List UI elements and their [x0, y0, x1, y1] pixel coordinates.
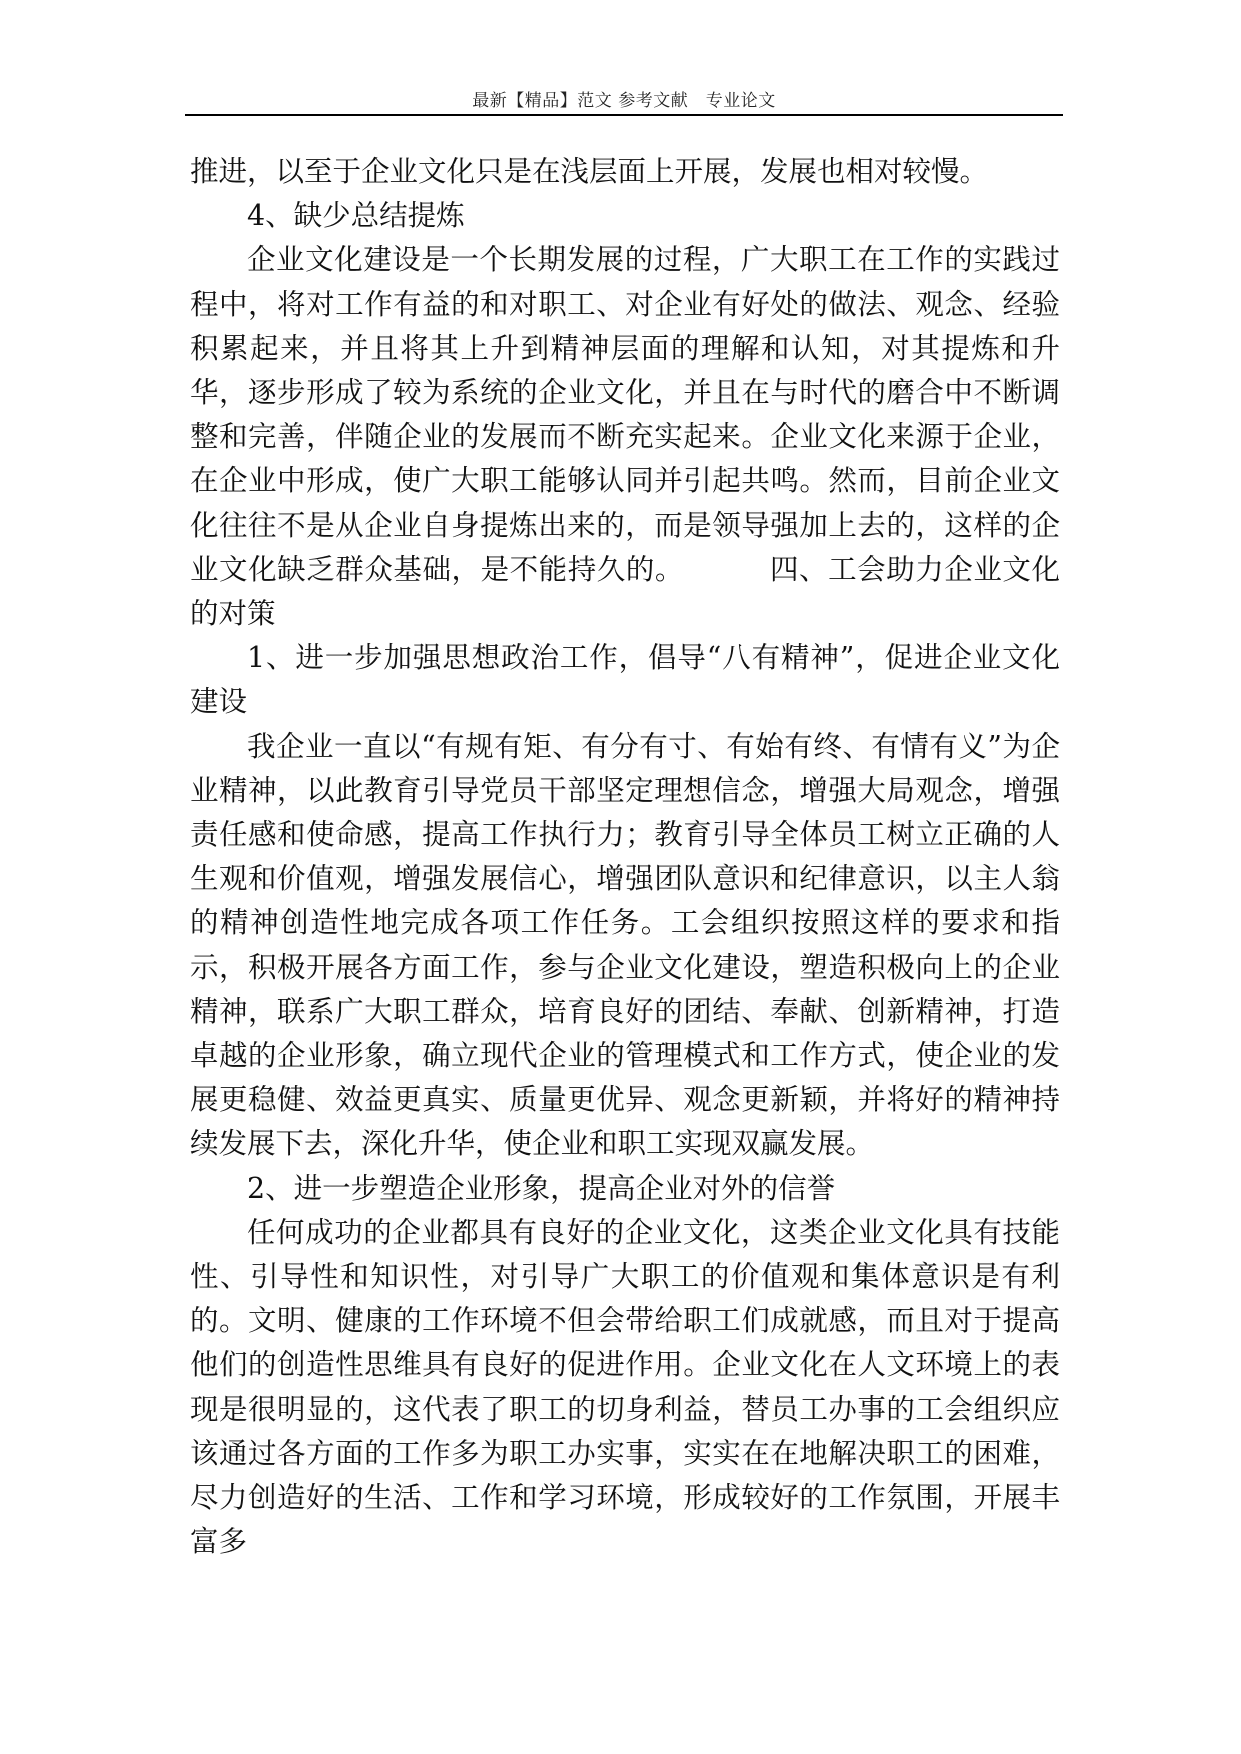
paragraph-text: 企业文化建设是一个长期发展的过程，广大职工在工作的实践过程中，将对工作有益的和对职工、对企业有好处的做法、观念、经验积累起来，并且将其上升到精神层面的理解和认知，对其提炼和升华，逐步形成了较为系统的企业文化，并且在与时代的磨合中不断调整和完善，伴随企业的发展而不断充实起来。企业文化来源于企业，在企业中形成，使广大职工能够认同并引起共鸣。然而，目前企业文化往往不是从企业自身提炼出来的，而是领导强加上去的，这样的企业文化缺乏群众基础，是不能持久的。 — [190, 243, 1060, 586]
paragraph — [190, 238, 1060, 636]
section-heading-4: 4、缺少总结提炼 — [247, 199, 465, 233]
header-rule — [185, 114, 1063, 116]
paragraph: 任何成功的企业都具有良好的企业文化，这类企业文化具有技能性、引导性和知识性，对引导广大职工的价值观和集体意识是有利的。文明、健康的工作环境不但会带给职工们成就感，而且对于提高他们的创造性思维具有良好的促进作用。企业文化在人文环境上的表现是很明显的，这代表了职工的切身利益，替员工办事的工会组织应该通过各方面的工作多为职工办实事，实实在在地解决职工的困难，尽力创造好的生活、工作和学习环境，形成较好的工作氛围，开展丰富多 — [190, 1215, 1060, 1559]
paragraph: 我企业一直以“有规有矩、有分有寸、有始有终、有情有义”为企业精神，以此教育引导党员干部坚定理想信念，增强大局观念，增强责任感和使命感，提高工作执行力；教育引导全体员工树立正确的人生观和价值观，增强发展信心，增强团队意识和纪律意识，以主人翁的精神创造性地完成各项工作任务。工会组织按照这样的要求和指示，积极开展各方面工作，参与企业文化建设，塑造积极向上的企业精神，联系广大职工群众，培育良好的团结、奉献、创新精神，打造卓越的企业形象，确立现代企业的管理模式和工作方式，使企业的发展更稳健、效益更真实、质量更优异、观念更新颖，并将好的精神持续发展下去，深化升华，使企业和职工实现双赢发展。 — [190, 729, 1060, 1161]
document-body — [190, 150, 1060, 1565]
subsection-heading-1: 1、进一步加强思想政治工作，倡导“八有精神”，促进企业文化建设 — [190, 641, 1060, 719]
chapter-heading-4: 四、工会助力企业文化的对策 — [190, 552, 1060, 631]
paragraph-continuation: 推进，以至于企业文化只是在浅层面上开展，发展也相对较慢。 — [190, 155, 989, 188]
page-header: 最新【精品】范文 参考文献 专业论文 — [472, 91, 776, 111]
subsection-heading-2: 2、进一步塑造企业形象，提高企业对外的信誉 — [247, 1171, 836, 1205]
